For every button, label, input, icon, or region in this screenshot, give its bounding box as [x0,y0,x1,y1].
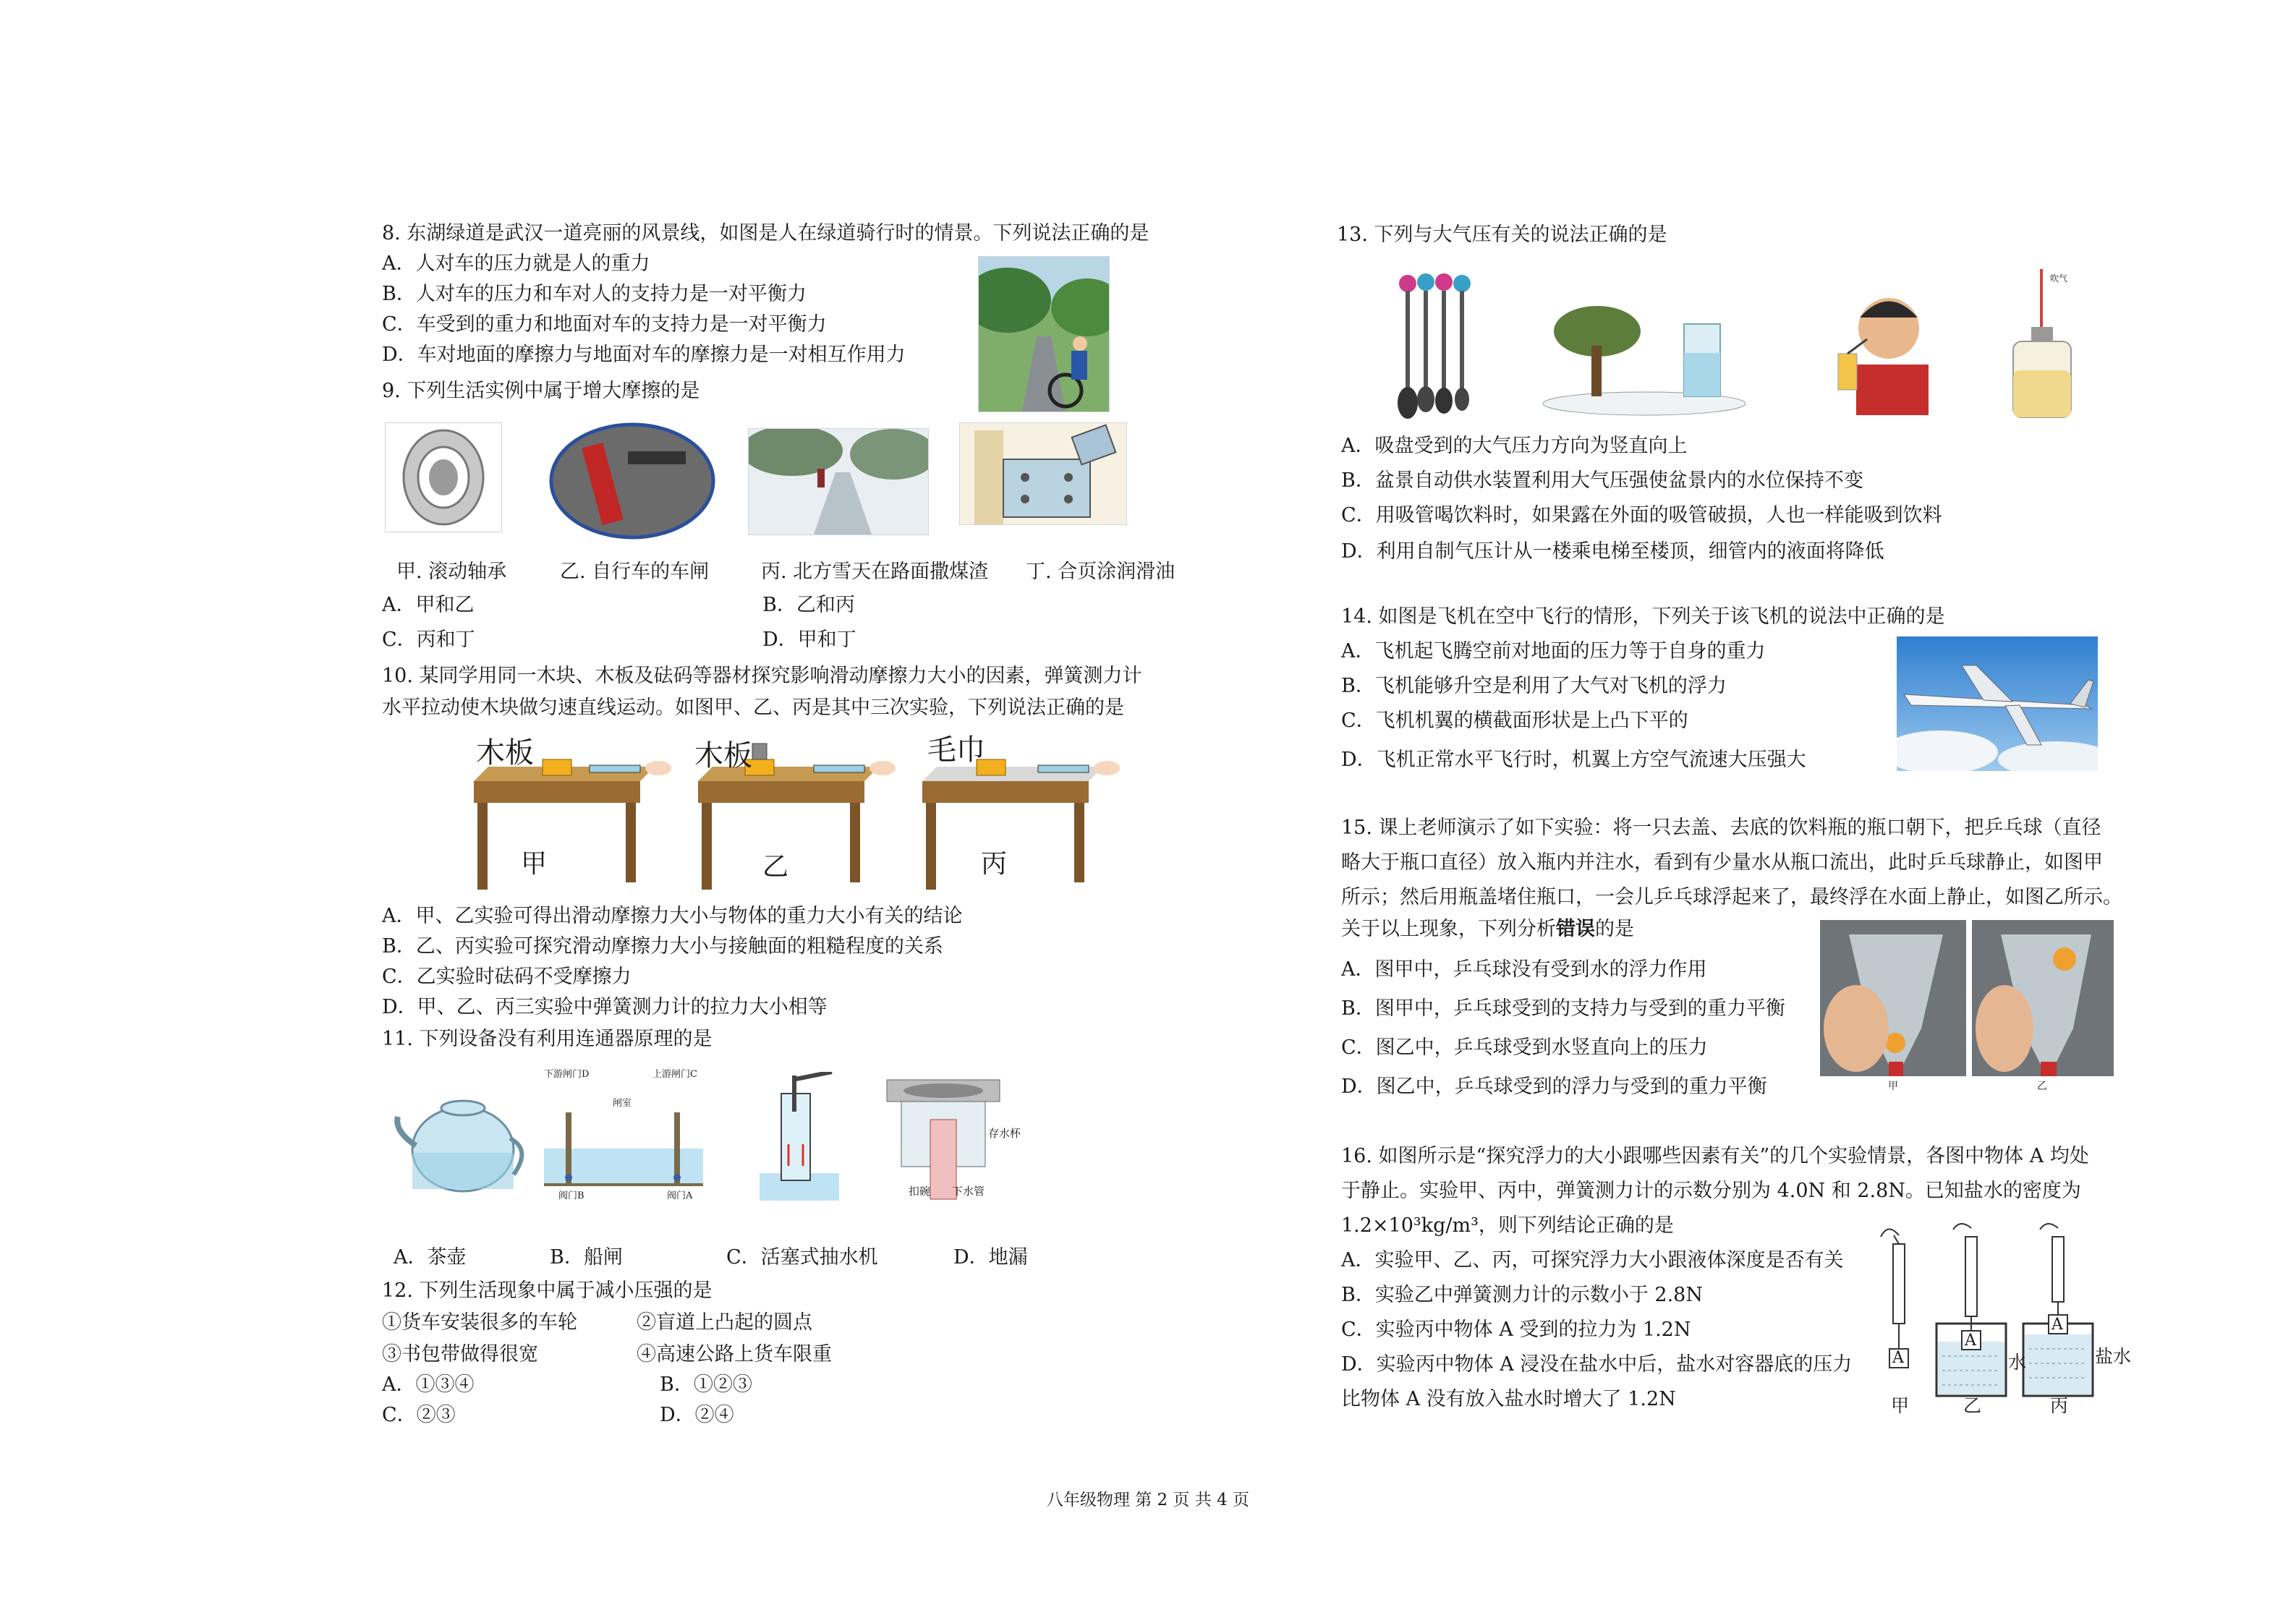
q11-option-b: B．船闸 [550,1246,623,1269]
q9-option-c: C．丙和丁 [382,629,475,651]
q13-option-d: D．利用自制气压计从一楼乘电梯至楼顶，细管内的液面将降低 [1341,540,1884,563]
q11-option-c: C．活塞式抽水机 [726,1246,878,1269]
q16-option-d: D．实验丙中物体 A 浸没在盐水中后，盐水对容器底的压力 [1341,1353,1853,1376]
q16-option-c: C．实验丙中物体 A 受到的拉力为 1.2N [1341,1319,1691,1341]
q15-fig-label-yi: 乙 [2037,1081,2047,1092]
airplane-photo [1897,636,2098,771]
bicycle-brake-image [548,422,716,540]
q8-stem: 8. 东湖绿道是武汉一道亮丽的风景线，如图是人在绿道骑行时的情景。下列说法正确的是 [382,222,1149,244]
q9-option-a: A．甲和乙 [382,594,475,616]
q12-option-c: C．②③ [382,1404,456,1426]
q13-option-b: B．盆景自动供水装置利用大气压强使盆景内的水位保持不变 [1341,469,1863,492]
q14-stem: 14. 如图是飞机在空中飞行的情形，下列关于该飞机的说法中正确的是 [1341,605,1945,628]
bonsai-water-supply-image [1539,302,1749,418]
q10-option-b: B．乙、丙实验可探究滑动摩擦力大小与接触面的粗糙程度的关系 [382,935,943,958]
q16-line3: 1.2×10³kg/m³，则下列结论正确的是 [1341,1214,1674,1237]
page-footer: 八年级物理 第 2 页 共 4 页 [1046,1491,1250,1509]
q15-option-b: B．图甲中，乒乓球受到的支持力与受到的重力平衡 [1341,997,1785,1020]
q9-option-d: D．甲和丁 [762,629,856,651]
q16-label-yi: 乙 [1963,1395,1982,1416]
q10-option-c: C．乙实验时砝码不受摩擦力 [382,966,632,988]
boy-drinking-image [1827,285,1936,415]
q10-label-muban-1: 木板 [476,736,534,770]
diy-barometer-image [2002,269,2082,421]
piston-pump-image [752,1072,846,1202]
barometer-label-blow: 吹气 [2050,273,2068,284]
pingpong-bottle-photo-jia [1820,920,1966,1076]
q14-option-c: C．飞机机翼的横截面形状是上凸下平的 [1341,710,1688,732]
lock-label-valve-a: 阀门A [667,1190,693,1201]
cycling-photo [978,256,1110,412]
q9-caption-yi: 乙. 自行车的车闸 [560,561,710,583]
drain-label-base: 扣碗 [909,1185,931,1198]
q14-option-a: A．飞机起飞腾空前对地面的压力等于自身的重力 [1341,640,1766,663]
q9-caption-jia: 甲. 滚动轴承 [396,561,507,583]
q11-option-d: D．地漏 [953,1246,1028,1269]
q16-line1: 16. 如图所示是“探究浮力的大小跟哪些因素有关”的几个实验情景，各图中物体 A 均处 [1341,1145,2089,1167]
q10-stem-line1: 10. 某同学用同一木块、木板及砝码等器材探究影响滑动摩擦力大小的因素，弹簧测力计 [382,665,1142,687]
buoyancy-experiment-figure [1874,1222,2148,1418]
q15-line3: 所示；然后用瓶盖堵住瓶口，一会儿乒乓球浮起来了，最终浮在水面上静止，如图乙所示。 [1341,886,2122,908]
q9-caption-ding: 丁. 合页涂润滑油 [1026,561,1175,583]
q15-line4 [1341,917,1634,942]
q10-label-muban-2: 木板 [694,739,752,772]
lock-label-chamber: 闸室 [613,1098,632,1109]
q12-option-b: B．①②③ [660,1373,752,1396]
q14-option-d: D．飞机正常水平飞行时，机翼上方空气流速大压强大 [1341,749,1806,771]
q9-caption-bing: 丙. 北方雪天在路面撒煤渣 [761,561,989,583]
ship-lock-image [544,1069,703,1206]
q10-label-yi: 乙 [762,852,789,882]
q11-stem: 11. 下列设备没有利用连通器原理的是 [382,1028,713,1050]
q13-stem: 13. 下列与大气压有关的说法正确的是 [1337,223,1667,246]
q14-option-b: B．飞机能够升空是利用了大气对飞机的浮力 [1341,675,1727,697]
q16-line2: 于静止。实验甲、丙中，弹簧测力计的示数分别为 4.0N 和 2.8N。已知盐水的密度为 [1341,1180,2081,1202]
q8-option-d: D．车对地面的摩擦力与地面对车的摩擦力是一对相互作用力 [382,344,906,366]
q9-stem: 9. 下列生活实例中属于增大摩擦的是 [382,380,700,402]
q15-line2: 略大于瓶口直径）放入瓶内并注水，看到有少量水从瓶口流出，此时乒乓球静止，如图甲 [1341,851,2103,874]
q9-option-b: B．乙和丙 [762,594,855,616]
q12-stem: 12. 下列生活现象中属于减小压强的是 [382,1279,713,1302]
q11-option-a: A．茶壶 [394,1246,467,1269]
q15-option-d: D．图乙中，乒乓球受到的浮力与受到的重力平衡 [1341,1075,1767,1098]
drain-label-water-cup: 存水杯 [988,1127,1021,1140]
q12-option-a: A．①③④ [382,1373,475,1396]
q15-line4-bold: 错误 [1556,918,1595,940]
q10-option-d: D．甲、乙、丙三实验中弹簧测力计的拉力大小相等 [382,996,828,1018]
q10-label-maojin: 毛巾 [927,733,985,767]
q10-option-a: A．甲、乙实验可得出滑动摩擦力大小与物体的重力大小有关的结论 [382,905,963,927]
lock-label-gate-d: 下游闸门D [544,1069,590,1080]
q15-line1: 15. 课上老师演示了如下实验：将一只去盖、去底的饮料瓶的瓶口朝下，把乒乓球（直径 [1341,817,2101,839]
q15-line4-post: 的是 [1595,918,1634,940]
q16-option-a: A．实验甲、乙、丙，可探究浮力大小跟液体深度是否有关 [1341,1249,1844,1271]
teapot-image [391,1081,528,1196]
q8-option-b: B．人对车的压力和车对人的支持力是一对平衡力 [382,283,807,305]
q12-item-1: ①货车安装很多的车轮 [382,1311,577,1334]
pingpong-bottle-photo-yi [1972,920,2114,1076]
q15-line4-pre: 关于以上现象，下列分析 [1341,918,1556,940]
q10-stem-line2: 水平拉动使木块做匀速直线运动。如图甲、乙、丙是其中三次实验，下列说法正确的是 [382,697,1124,719]
friction-experiment-figure [470,730,1143,897]
q12-option-d: D．②④ [660,1404,734,1426]
q13-option-c: C．用吸管喝饮料时，如果露在外面的吸管破损，人也一样能吸到饮料 [1341,504,1942,527]
lock-label-gate-c: 上游闸门C [652,1069,697,1080]
drain-label-pipe: 下水管 [952,1185,985,1198]
q8-option-a: A．人对车的压力就是人的重力 [382,252,650,275]
suction-hooks-image [1386,269,1487,421]
q16-block-a-yi: A [1965,1332,1976,1350]
q16-block-a-bing: A [2051,1316,2063,1334]
q13-option-a: A．吸盘受到的大气压力方向为竖直向上 [1341,435,1688,457]
q16-label-water: 水 [2008,1352,2027,1373]
q15-option-a: A．图甲中，乒乓球没有受到水的浮力作用 [1341,958,1707,981]
q8-option-c: C．车受到的重力和地面对车的支持力是一对平衡力 [382,313,827,336]
q12-item-3: ③书包带做得很宽 [382,1343,538,1366]
q16-label-jia: 甲 [1891,1395,1910,1416]
q16-option-d-cont: 比物体 A 没有放入盐水时增大了 1.2N [1341,1388,1676,1410]
rolling-bearing-image [385,422,502,532]
q15-fig-label-jia: 甲 [1888,1081,1898,1092]
q10-label-bing: 丙 [981,849,1008,879]
snowy-road-image [748,428,929,535]
q16-option-b: B．实验乙中弹簧测力计的示数小于 2.8N [1341,1284,1703,1306]
q16-block-a-jia: A [1892,1349,1904,1367]
q16-label-bing: 丙 [2050,1395,2069,1416]
q12-item-4: ④高速公路上货车限重 [637,1343,832,1366]
q12-item-2: ②盲道上凸起的圆点 [637,1311,812,1334]
q16-label-saltwater: 盐水 [2095,1346,2132,1367]
floor-drain-image [880,1076,1021,1206]
q10-label-jia: 甲 [521,849,548,879]
lock-label-valve-b: 阀门B [558,1190,584,1201]
q15-option-c: C．图乙中，乒乓球受到水竖直向上的压力 [1341,1036,1708,1059]
hinge-lubricant-image [959,422,1127,525]
